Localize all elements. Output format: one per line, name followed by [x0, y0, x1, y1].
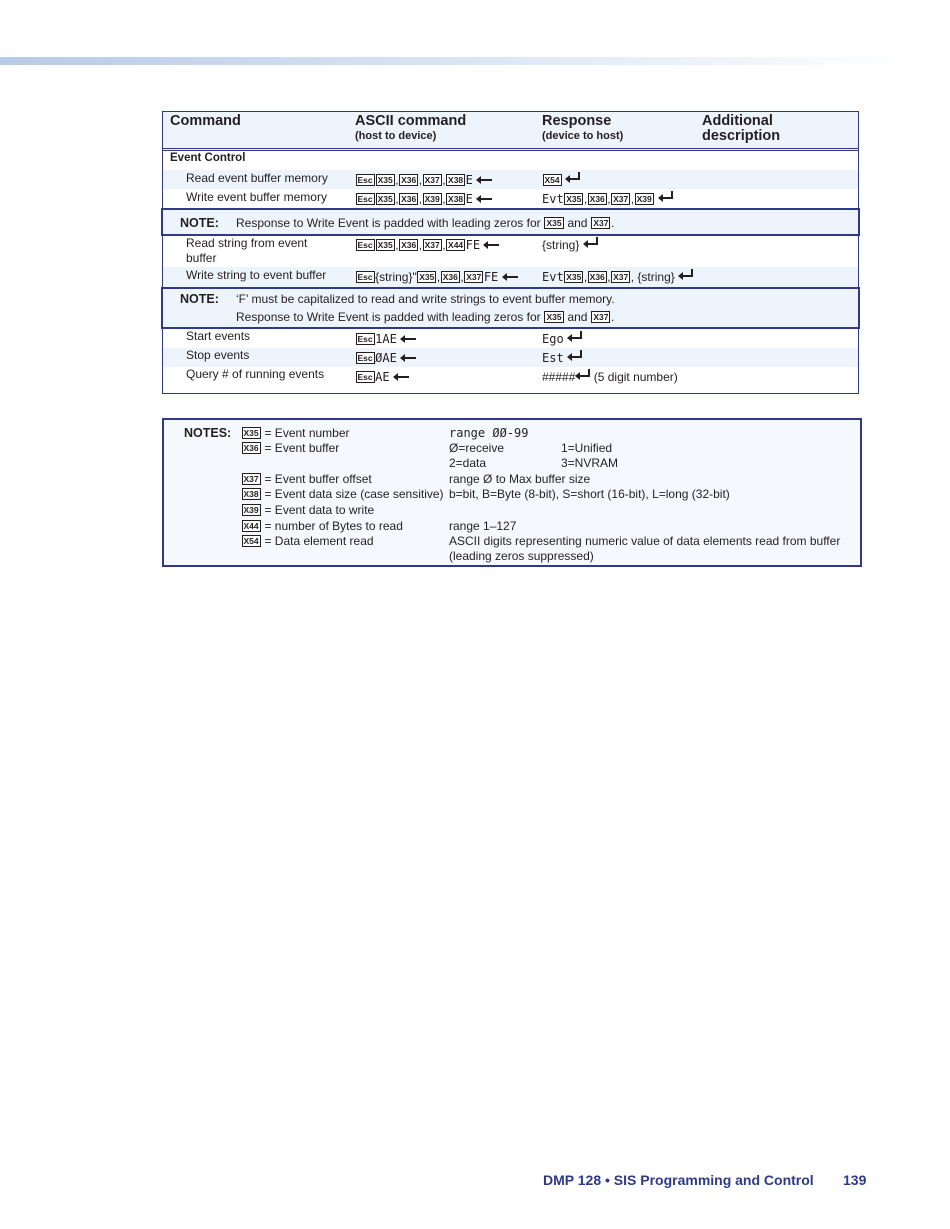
esc-key: Esc [357, 353, 373, 363]
header-additional-line1: Additional [702, 113, 773, 129]
response [542, 369, 678, 385]
return-icon [567, 350, 582, 361]
var-x54: X54 [243, 536, 259, 546]
return-icon [567, 331, 582, 342]
var-x36: X36 [243, 443, 259, 453]
esc-key: Esc [357, 372, 373, 382]
notes-item [241, 519, 403, 534]
notes-value: 2=data [449, 456, 487, 470]
var-x35: X35 [566, 194, 582, 204]
row-label: Write event buffer memory [186, 190, 327, 204]
header-ascii-sub: (host to device) [355, 130, 437, 142]
var-x39: X39 [424, 194, 440, 204]
row-label: Query # of running events [186, 367, 325, 381]
left-arrow-icon [502, 273, 518, 281]
note-text-line2: Response to Write Event is padded with leading zeros for X35 and X37 . [236, 310, 615, 324]
notes-desc: = Event data to write [264, 503, 375, 517]
cmd-text: 1AE [375, 332, 397, 346]
row-label: Read event buffer memory [186, 171, 328, 185]
table-row [163, 236, 858, 267]
header-response-title: Response [542, 113, 612, 129]
response [542, 331, 582, 347]
var-x36: X36 [589, 272, 605, 282]
left-arrow-icon [393, 373, 409, 381]
var-x38: X38 [448, 175, 464, 185]
response [542, 350, 582, 366]
notes-desc: = Data element read [264, 534, 374, 548]
notes-value: ASCII digits representing numeric value of data elements read from buffer [449, 534, 841, 548]
notes-value: range 1–127 [449, 519, 517, 533]
notes-box [162, 418, 862, 567]
note-and: and [567, 310, 588, 324]
table-row [163, 267, 858, 287]
var-x36: X36 [589, 194, 605, 204]
var-x36: X36 [401, 175, 417, 185]
table-header [163, 112, 858, 151]
var-x35: X35 [546, 218, 562, 228]
notes-item [241, 426, 350, 441]
row-label: Write string to event buffer [186, 268, 327, 282]
notes-value: (leading zeros suppressed) [449, 549, 594, 563]
ascii-command [355, 369, 409, 385]
section-title: Event Control [170, 152, 246, 164]
notes-value: b=bit, B=Byte (8-bit), S=short (16-bit), L=long (32-bit) [449, 487, 730, 501]
var-x37: X37 [466, 272, 482, 282]
table-row [163, 348, 858, 367]
row-label: Stop events [186, 348, 250, 362]
ascii-command: Esc X35 , X36 , X37 , X44 FE [355, 237, 499, 253]
resp-text: Evt [542, 270, 564, 284]
notes-item [241, 534, 374, 549]
header-gradient-bar [0, 57, 915, 65]
var-x39: X39 [243, 505, 259, 515]
ascii-command [355, 350, 416, 366]
var-x37: X37 [424, 240, 440, 250]
header-response [542, 114, 623, 143]
resp-text: Ego [542, 332, 564, 346]
esc-key: Esc [357, 175, 373, 185]
notes-value [449, 426, 528, 441]
note-box [161, 208, 860, 236]
var-x37: X37 [613, 194, 629, 204]
ascii-command [355, 331, 416, 347]
resp-note: (5 digit number) [593, 370, 678, 384]
cmd-text: {string}" [375, 270, 417, 284]
response: Evt X35 , X36 , X37 , {string} [542, 269, 693, 285]
cmd-text: E [465, 192, 473, 206]
var-x44: X44 [243, 521, 259, 531]
note-text-main: Response to Write Event is padded with leading zeros for [236, 216, 541, 230]
notes-item [241, 487, 444, 502]
note-label: NOTE: [180, 292, 219, 306]
resp-text: , {string} [630, 270, 675, 284]
table-row [163, 170, 858, 189]
header-ascii-title: ASCII command [355, 113, 467, 129]
notes-desc: = Event buffer offset [264, 472, 372, 486]
esc-key: Esc [357, 334, 373, 344]
esc-key: Esc [357, 240, 373, 250]
return-icon [658, 191, 673, 202]
var-x35: X35 [377, 240, 393, 250]
note-text: Response to Write Event is padded with leading zeros for X35 and X37 . [236, 216, 615, 230]
left-arrow-icon [483, 241, 499, 249]
var-x38: X38 [243, 489, 259, 499]
left-arrow-icon [400, 335, 416, 343]
table-row [163, 189, 858, 208]
notes-value-text: range ØØ-99 [449, 426, 529, 440]
var-x39: X39 [636, 194, 652, 204]
note-label: NOTE: [180, 216, 219, 230]
response [542, 237, 598, 253]
var-x35: X35 [377, 194, 393, 204]
var-x35: X35 [419, 272, 435, 282]
left-arrow-icon [400, 354, 416, 362]
var-x37: X37 [593, 218, 609, 228]
var-x35: X35 [377, 175, 393, 185]
ascii-command: Esc X35 , X36 , X37 , X38 E [355, 172, 492, 188]
cmd-text: ØAE [375, 351, 397, 365]
var-x35: X35 [566, 272, 582, 282]
note-text-main: Response to Write Event is padded with leading zeros for [236, 310, 541, 324]
return-icon [565, 172, 580, 183]
header-additional [702, 114, 780, 144]
note-text-line1: ‘F’ must be capitalized to read and write strings to event buffer memory. [236, 292, 615, 306]
page-number: 139 [843, 1172, 867, 1188]
var-x35: X35 [546, 312, 562, 322]
var-x37: X37 [613, 272, 629, 282]
header-command: Command [170, 113, 241, 129]
note-and: and [567, 216, 588, 230]
var-x37: X37 [593, 312, 609, 322]
notes-desc: = Event number [264, 426, 350, 440]
response [542, 172, 580, 188]
cmd-text: FE [483, 270, 499, 284]
notes-item [241, 472, 372, 487]
ascii-command: Esc {string}" X35 , X36 , X37 FE [355, 269, 518, 285]
notes-desc: = number of Bytes to read [264, 519, 403, 533]
var-x37: X37 [424, 175, 440, 185]
var-x36: X36 [401, 194, 417, 204]
header-response-sub: (device to host) [542, 130, 624, 142]
var-x37: X37 [243, 474, 259, 484]
row-label: Read string from event buffer [186, 236, 308, 265]
var-x54: X54 [544, 175, 560, 185]
command-table [162, 111, 859, 394]
cmd-text: FE [465, 238, 481, 252]
footer-title: DMP 128 • SIS Programming and Control [543, 1172, 814, 1188]
resp-text: ##### [542, 370, 576, 384]
esc-key: Esc [357, 194, 373, 204]
notes-desc: = Event buffer [264, 441, 340, 455]
var-x36: X36 [401, 240, 417, 250]
notes-value: 1=Unified [561, 441, 613, 455]
response: Evt X35 , X36 , X37 , X39 [542, 191, 673, 207]
row-label: Start events [186, 329, 251, 343]
var-x38: X38 [448, 194, 464, 204]
notes-value: 3=NVRAM [561, 456, 619, 470]
return-icon [678, 269, 693, 280]
left-arrow-icon [476, 195, 492, 203]
note-box [161, 287, 860, 329]
var-x35: X35 [243, 428, 259, 438]
return-icon [583, 237, 598, 248]
var-x44: X44 [448, 240, 464, 250]
notes-value: Ø=receive [449, 441, 505, 455]
header-additional-line2: description [702, 128, 781, 144]
resp-text: Evt [542, 192, 564, 206]
notes-desc: = Event data size (case sensitive) [264, 487, 444, 501]
table-row [163, 367, 858, 387]
var-x36: X36 [442, 272, 458, 282]
return-icon [575, 369, 590, 380]
notes-item [241, 503, 374, 518]
notes-value: range Ø to Max buffer size [449, 472, 591, 486]
cmd-text: E [465, 173, 473, 187]
header-ascii [355, 114, 466, 143]
resp-text: {string} [542, 238, 580, 252]
ascii-command: Esc X35 , X36 , X39 , X38 E [355, 191, 492, 207]
left-arrow-icon [476, 176, 492, 184]
notes-item [241, 441, 339, 456]
esc-key: Esc [357, 272, 373, 282]
cmd-text: AE [375, 370, 390, 384]
table-row [163, 329, 858, 348]
resp-text: Est [542, 351, 564, 365]
notes-title: NOTES: [184, 426, 232, 440]
